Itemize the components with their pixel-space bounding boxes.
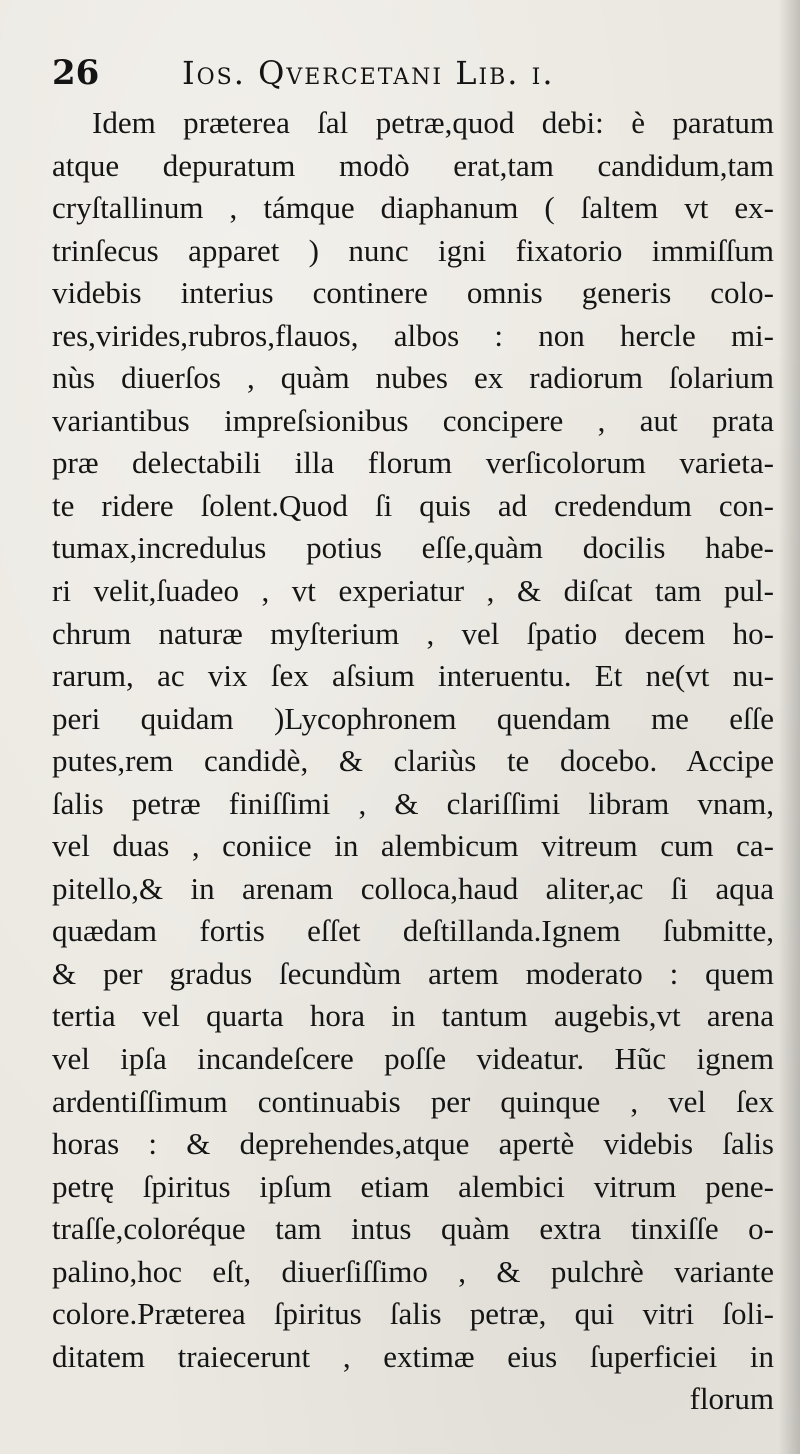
text-line: præ delectabili illa florum verſicolorum varieta-	[52, 445, 774, 481]
text-line: vel ipſa incandeſcere poſſe videatur. Hũc ignem	[52, 1041, 774, 1077]
text-line: te ridere ſolent.Quod ſi quis ad credendum con-	[52, 487, 774, 523]
text-line: putes,rem candidè, & clariùs te docebo. Accipe	[52, 743, 774, 779]
text-line: palino,hoc eſt, diuerſiſſimo , & pulchrè variante	[52, 1253, 774, 1289]
body-text	[52, 102, 774, 1421]
running-head	[52, 48, 772, 98]
text-line: colore.Præterea ſpiritus ſalis petræ, qui vitri ſoli-	[52, 1296, 774, 1332]
text-line: vel duas , coniice in alembicum vitreum cum ca-	[52, 828, 774, 864]
text-line: ardentiſſimum continuabis per quinque , vel ſex	[52, 1083, 774, 1119]
page-number: 26	[52, 53, 100, 93]
text-line: rarum, ac vix ſex aſsium interuentu. Et ne(vt nu-	[52, 658, 774, 694]
text-line: tumax,incredulus potius eſſe,quàm docilis habe-	[52, 530, 774, 566]
text-line: pitello,& in arenam colloca,haud aliter,ac ſi aqua	[52, 870, 774, 906]
text-line: traſſe,coloréque tam intus quàm extra tinxiſſe o-	[52, 1211, 774, 1247]
text-line: ditatem traiecerunt , extimæ eius ſuperficiei in	[52, 1338, 774, 1374]
text-line: Idem præterea ſal petræ,quod debi: è paratum	[92, 105, 774, 140]
text-line: horas : & deprehendes,atque apertè videbis ſalis	[52, 1126, 774, 1162]
text-line: trinſecus apparet ) nunc igni fixatorio immiſſum	[52, 232, 774, 268]
text-line: peri quidam )Lycophronem quendam me eſſe	[52, 700, 774, 736]
running-title: Ios. Qvercetani Lib. i.	[182, 54, 555, 92]
text-line: & per gradus ſecundùm artem moderato : quem	[52, 955, 774, 991]
text-line: cryſtallinum , támque diaphanum ( ſaltem vt ex-	[52, 190, 774, 226]
text-line: quædam fortis eſſet deſtillanda.Ignem ſubmitte,	[52, 913, 774, 949]
text-line: videbis interius continere omnis generis colo-	[52, 275, 774, 311]
text-line: ri velit,ſuadeo , vt experiatur , & diſcat tam pul-	[52, 573, 774, 609]
text-line: nùs diuerſos , quàm nubes ex radiorum ſolarium	[52, 360, 774, 396]
text-line: variantibus impreſsionibus concipere , aut prata	[52, 402, 774, 438]
gutter-shadow	[778, 0, 800, 1454]
text-line: atque depuratum modò erat,tam candidum,tam	[52, 147, 774, 183]
catchword: florum	[689, 1381, 774, 1417]
text-line: tertia vel quarta hora in tantum augebis,vt arena	[52, 998, 774, 1034]
text-line: chrum naturæ myſterium , vel ſpatio decem ho-	[52, 615, 774, 651]
text-line: ſalis petræ finiſſimi , & clariſſimi libram vnam,	[52, 785, 774, 821]
text-line: petrę ſpiritus ipſum etiam alembici vitrum pene-	[52, 1168, 774, 1204]
text-line: res,virides,rubros,flauos, albos : non hercle mi-	[52, 317, 774, 353]
